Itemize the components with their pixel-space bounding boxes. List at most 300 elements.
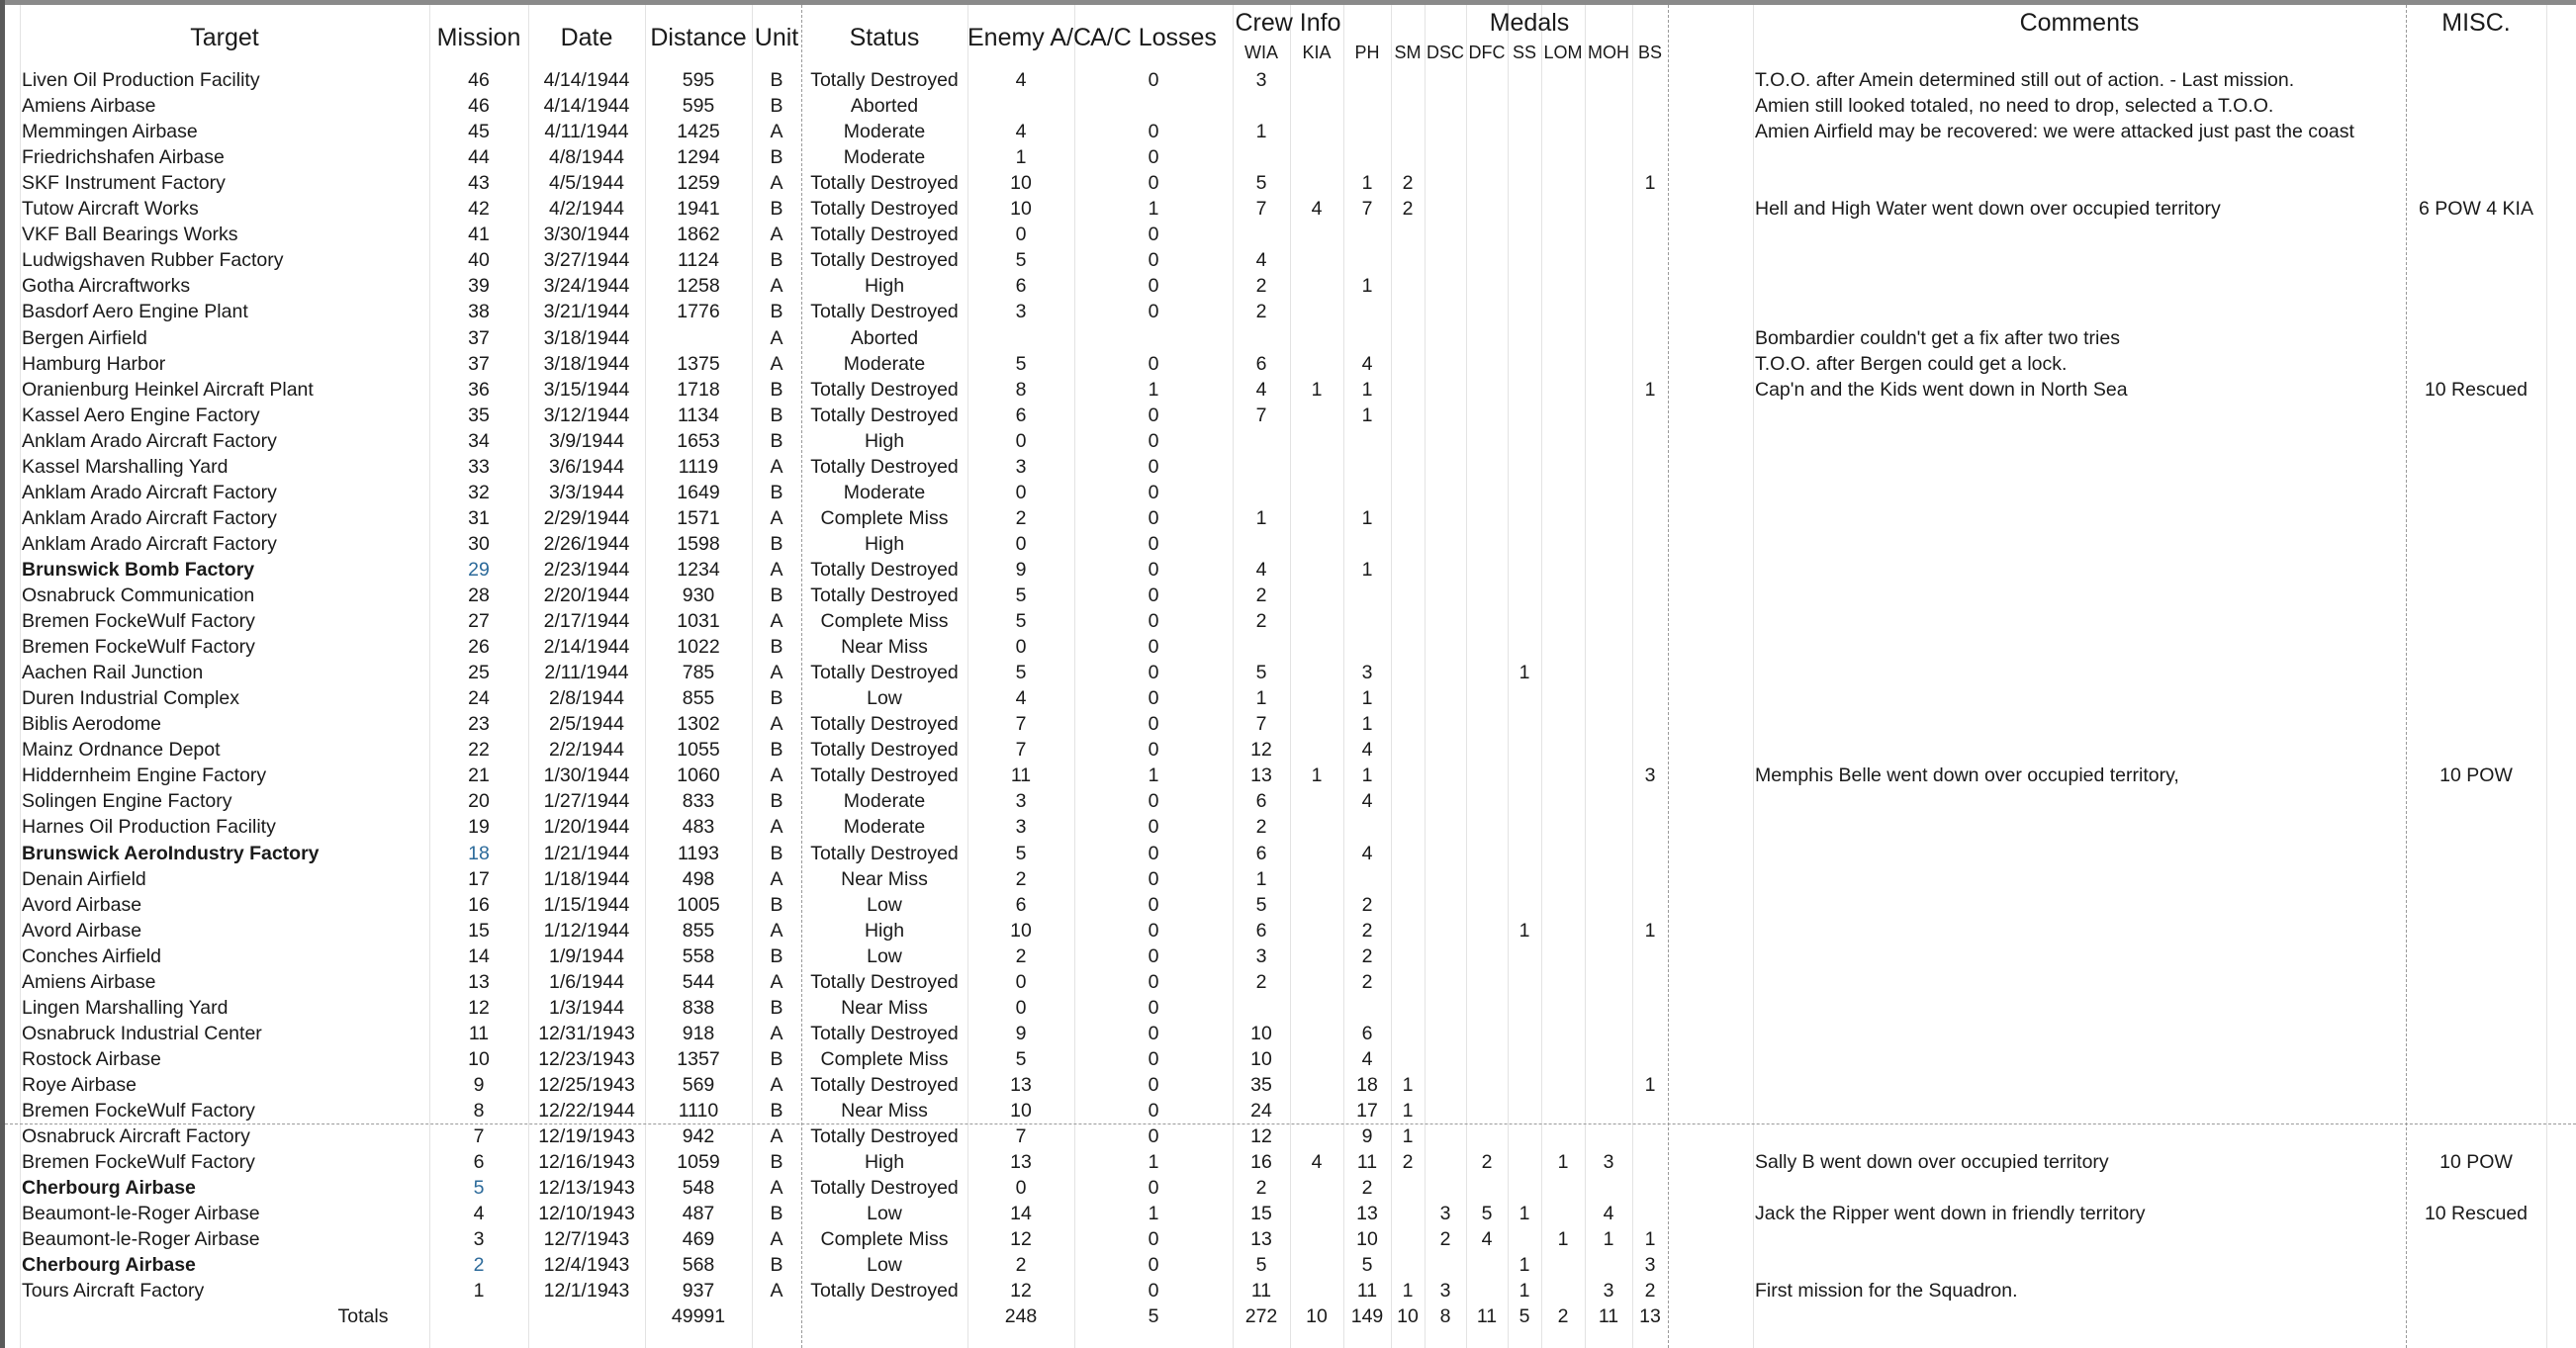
cell-enemy[interactable]: 0 (1015, 482, 1027, 503)
cell-target[interactable]: Conches Airfield (22, 945, 161, 967)
cell-lom[interactable] (1541, 660, 1585, 685)
cell-enemy[interactable]: 2 (1015, 1254, 1027, 1276)
cell-kia[interactable] (1290, 711, 1343, 737)
cell-ph[interactable]: 1 (1361, 275, 1373, 297)
cell-kia[interactable]: 4 (1311, 1151, 1323, 1173)
cell-sm[interactable] (1391, 1175, 1425, 1201)
cell-dsc[interactable]: 3 (1439, 1280, 1451, 1302)
cell-lom[interactable] (1541, 685, 1585, 711)
cell-misc[interactable] (2406, 144, 2546, 170)
cell-wia[interactable]: 4 (1255, 249, 1267, 271)
cell-misc[interactable] (2406, 814, 2546, 840)
cell-moh[interactable] (1585, 892, 1632, 918)
cell-enemy[interactable]: 10 (1010, 198, 1032, 220)
header-status[interactable]: Status (849, 24, 920, 51)
cell-target[interactable]: SKF Instrument Factory (22, 172, 226, 194)
cell-distance[interactable]: 1571 (677, 507, 720, 529)
cell-kia[interactable] (1290, 119, 1343, 144)
cell-date[interactable]: 12/19/1943 (538, 1125, 635, 1147)
cell-wia[interactable]: 4 (1255, 559, 1267, 581)
totals-kia[interactable]: 10 (1306, 1305, 1328, 1327)
cell-dsc[interactable] (1425, 454, 1466, 480)
cell-bs[interactable] (1632, 1021, 1668, 1046)
cell-misc[interactable]: 10 POW (2439, 1151, 2513, 1173)
cell-misc[interactable] (2406, 969, 2546, 995)
cell-status[interactable]: Aborted (850, 327, 919, 349)
cell-ph[interactable] (1343, 634, 1391, 660)
cell-comments[interactable]: Sally B went down over occupied territory (1755, 1151, 2109, 1173)
subheader-lom[interactable]: LOM (1543, 43, 1583, 62)
cell-dsc[interactable] (1425, 660, 1466, 685)
cell-mission[interactable]: 12 (468, 997, 490, 1019)
cell-bs[interactable]: 1 (1644, 379, 1656, 401)
cell-ph[interactable] (1343, 995, 1391, 1021)
cell-ph[interactable]: 1 (1361, 404, 1373, 426)
cell-losses[interactable]: 1 (1148, 1151, 1159, 1173)
cell-dfc[interactable] (1466, 480, 1508, 505)
cell-misc[interactable] (2406, 531, 2546, 557)
cell-date[interactable]: 4/14/1944 (543, 95, 630, 117)
cell-date[interactable]: 1/6/1944 (549, 971, 624, 993)
cell-dsc[interactable] (1425, 273, 1466, 299)
cell-losses[interactable]: 0 (1148, 1074, 1159, 1096)
cell-kia[interactable] (1290, 918, 1343, 944)
cell-status[interactable]: Low (867, 945, 902, 967)
cell-wia[interactable]: 1 (1255, 868, 1267, 890)
cell-distance[interactable]: 1059 (677, 1151, 720, 1173)
cell-status[interactable]: Totally Destroyed (810, 456, 959, 478)
cell-unit[interactable]: B (770, 1151, 783, 1173)
cell-ss[interactable] (1508, 608, 1541, 634)
cell-target[interactable]: Anklam Arado Aircraft Factory (22, 430, 277, 452)
cell-unit[interactable]: B (770, 790, 783, 812)
cell-comments[interactable] (1755, 737, 2402, 763)
cell-lom[interactable] (1541, 995, 1585, 1021)
cell-unit[interactable]: A (770, 920, 783, 942)
cell-date[interactable]: 1/15/1944 (543, 894, 630, 916)
cell-wia[interactable]: 7 (1255, 404, 1267, 426)
cell-wia[interactable]: 15 (1250, 1203, 1272, 1224)
cell-ph[interactable]: 2 (1361, 894, 1373, 916)
cell-losses[interactable]: 1 (1148, 379, 1159, 401)
cell-date[interactable]: 12/7/1943 (543, 1228, 630, 1250)
cell-kia[interactable] (1290, 144, 1343, 170)
cell-status[interactable]: Complete Miss (820, 1228, 949, 1250)
subheader-bs[interactable]: BS (1637, 43, 1662, 62)
totals-wia[interactable]: 272 (1244, 1305, 1278, 1327)
cell-ph[interactable]: 2 (1361, 971, 1373, 993)
cell-comments[interactable] (1755, 557, 2402, 583)
cell-target[interactable]: Bergen Airfield (22, 327, 147, 349)
cell-distance[interactable]: 569 (682, 1074, 715, 1096)
cell-sm[interactable]: 1 (1402, 1280, 1414, 1302)
cell-misc[interactable] (2406, 1278, 2546, 1303)
cell-unit[interactable]: A (770, 327, 783, 349)
cell-dsc[interactable] (1425, 1123, 1466, 1149)
cell-dsc[interactable] (1425, 557, 1466, 583)
cell-unit[interactable]: A (770, 662, 783, 683)
cell-moh[interactable] (1585, 711, 1632, 737)
cell-losses[interactable]: 0 (1148, 739, 1159, 761)
cell-dfc[interactable] (1466, 428, 1508, 454)
cell-ss[interactable]: 1 (1518, 1254, 1530, 1276)
cell-comments[interactable] (1755, 1175, 2402, 1201)
cell-enemy[interactable]: 13 (1010, 1151, 1032, 1173)
cell-comments[interactable]: First mission for the Squadron. (1755, 1280, 2018, 1302)
cell-mission[interactable]: 24 (468, 687, 490, 709)
cell-wia[interactable]: 2 (1255, 1177, 1267, 1199)
cell-ss[interactable] (1508, 1123, 1541, 1149)
cell-target[interactable]: Tours Aircraft Factory (22, 1280, 205, 1302)
cell-sm[interactable] (1391, 892, 1425, 918)
cell-dsc[interactable] (1425, 634, 1466, 660)
cell-misc[interactable] (2406, 428, 2546, 454)
cell-dfc[interactable] (1466, 944, 1508, 969)
cell-ss[interactable]: 1 (1518, 662, 1530, 683)
cell-bs[interactable] (1632, 299, 1668, 324)
cell-status[interactable]: Totally Destroyed (810, 172, 959, 194)
cell-bs[interactable] (1632, 454, 1668, 480)
cell-bs[interactable]: 1 (1644, 1074, 1656, 1096)
cell-enemy[interactable]: 2 (1015, 868, 1027, 890)
cell-enemy[interactable]: 9 (1015, 1023, 1027, 1044)
cell-date[interactable]: 1/12/1944 (543, 920, 630, 942)
cell-kia[interactable] (1290, 1278, 1343, 1303)
cell-mission[interactable]: 8 (473, 1100, 485, 1122)
cell-kia[interactable] (1290, 1123, 1343, 1149)
cell-mission[interactable]: 9 (473, 1074, 485, 1096)
cell-losses[interactable]: 0 (1148, 249, 1159, 271)
cell-mission[interactable]: 38 (468, 301, 490, 322)
cell-lom[interactable] (1541, 1072, 1585, 1098)
cell-comments[interactable] (1755, 170, 2402, 196)
cell-misc[interactable] (2406, 351, 2546, 377)
cell-bs[interactable]: 2 (1644, 1280, 1656, 1302)
cell-target[interactable]: Anklam Arado Aircraft Factory (22, 482, 277, 503)
subheader-moh[interactable]: MOH (1588, 43, 1629, 62)
cell-mission[interactable]: 46 (468, 95, 490, 117)
cell-lom[interactable] (1541, 351, 1585, 377)
cell-mission[interactable]: 42 (468, 198, 490, 220)
cell-dsc[interactable] (1425, 505, 1466, 531)
cell-sm[interactable] (1391, 1252, 1425, 1278)
cell-ph[interactable]: 1 (1361, 507, 1373, 529)
cell-kia[interactable] (1290, 505, 1343, 531)
cell-losses[interactable]: 0 (1148, 868, 1159, 890)
cell-wia[interactable]: 3 (1255, 945, 1267, 967)
cell-dsc[interactable] (1425, 711, 1466, 737)
cell-mission[interactable]: 43 (468, 172, 490, 194)
cell-mission[interactable]: 44 (468, 146, 490, 168)
cell-distance[interactable]: 595 (682, 95, 715, 117)
cell-moh[interactable] (1585, 1123, 1632, 1149)
cell-mission[interactable]: 26 (468, 636, 490, 658)
cell-distance[interactable]: 1425 (677, 121, 720, 142)
cell-wia[interactable] (1233, 480, 1290, 505)
cell-moh[interactable] (1585, 325, 1632, 351)
cell-moh[interactable] (1585, 995, 1632, 1021)
totals-ph[interactable]: 149 (1350, 1305, 1384, 1327)
cell-lom[interactable] (1541, 505, 1585, 531)
cell-date[interactable]: 2/11/1944 (544, 662, 629, 683)
cell-lom[interactable]: 1 (1557, 1151, 1569, 1173)
cell-dfc[interactable] (1466, 377, 1508, 403)
cell-moh[interactable] (1585, 531, 1632, 557)
cell-dfc[interactable]: 2 (1481, 1151, 1493, 1173)
cell-kia[interactable] (1290, 531, 1343, 557)
cell-lom[interactable] (1541, 866, 1585, 892)
cell-misc[interactable]: 6 POW 4 KIA (2419, 198, 2533, 220)
cell-target[interactable]: Bremen FockeWulf Factory (22, 1100, 255, 1122)
cell-sm[interactable] (1391, 763, 1425, 788)
cell-bs[interactable] (1632, 1098, 1668, 1123)
cell-moh[interactable] (1585, 608, 1632, 634)
cell-moh[interactable] (1585, 377, 1632, 403)
cell-status[interactable]: Moderate (843, 121, 926, 142)
cell-target[interactable]: Solingen Engine Factory (22, 790, 232, 812)
cell-distance[interactable]: 1598 (677, 533, 720, 555)
cell-kia[interactable] (1290, 247, 1343, 273)
cell-ss[interactable]: 1 (1518, 1280, 1530, 1302)
cell-distance[interactable]: 833 (682, 790, 715, 812)
cell-misc[interactable] (2406, 299, 2546, 324)
cell-moh[interactable] (1585, 685, 1632, 711)
cell-unit[interactable]: B (770, 584, 783, 606)
cell-bs[interactable] (1632, 1175, 1668, 1201)
cell-dfc[interactable] (1466, 1098, 1508, 1123)
cell-comments[interactable] (1755, 247, 2402, 273)
cell-kia[interactable] (1290, 1046, 1343, 1072)
cell-distance[interactable]: 1862 (677, 224, 720, 245)
cell-date[interactable]: 12/1/1943 (543, 1280, 630, 1302)
cell-dsc[interactable] (1425, 403, 1466, 428)
cell-losses[interactable]: 1 (1148, 198, 1159, 220)
cell-lom[interactable] (1541, 428, 1585, 454)
cell-mission[interactable]: 37 (468, 353, 490, 375)
cell-wia[interactable]: 13 (1250, 764, 1272, 786)
cell-misc[interactable]: 10 POW (2439, 764, 2513, 786)
cell-sm[interactable] (1391, 788, 1425, 814)
cell-lom[interactable] (1541, 1278, 1585, 1303)
cell-ph[interactable]: 9 (1361, 1125, 1373, 1147)
cell-misc[interactable] (2406, 1252, 2546, 1278)
cell-wia[interactable]: 5 (1255, 662, 1267, 683)
cell-kia[interactable] (1290, 788, 1343, 814)
cell-distance[interactable]: 1259 (677, 172, 720, 194)
cell-misc[interactable] (2406, 634, 2546, 660)
cell-date[interactable]: 3/30/1944 (543, 224, 630, 245)
cell-ph[interactable]: 1 (1361, 559, 1373, 581)
cell-date[interactable]: 3/15/1944 (543, 379, 630, 401)
cell-date[interactable]: 12/23/1943 (538, 1048, 635, 1070)
cell-losses[interactable]: 0 (1148, 456, 1159, 478)
cell-status[interactable]: Moderate (843, 816, 926, 838)
cell-comments[interactable] (1755, 995, 2402, 1021)
cell-distance[interactable]: 1718 (677, 379, 720, 401)
cell-sm[interactable] (1391, 1201, 1425, 1226)
cell-lom[interactable] (1541, 222, 1585, 247)
cell-status[interactable]: Moderate (843, 482, 926, 503)
cell-moh[interactable] (1585, 93, 1632, 119)
cell-ss[interactable] (1508, 1098, 1541, 1123)
cell-ss[interactable] (1508, 711, 1541, 737)
cell-dsc[interactable] (1425, 1252, 1466, 1278)
cell-ph[interactable]: 1 (1361, 713, 1373, 735)
cell-date[interactable]: 1/30/1944 (543, 764, 630, 786)
cell-bs[interactable] (1632, 685, 1668, 711)
cell-unit[interactable]: B (770, 146, 783, 168)
cell-ss[interactable] (1508, 247, 1541, 273)
totals-ss[interactable]: 5 (1518, 1305, 1530, 1327)
cell-mission[interactable]: 2 (473, 1254, 485, 1276)
cell-status[interactable]: Low (867, 687, 902, 709)
cell-losses[interactable]: 0 (1148, 971, 1159, 993)
cell-target[interactable]: Bremen FockeWulf Factory (22, 1151, 255, 1173)
cell-kia[interactable] (1290, 299, 1343, 324)
cell-date[interactable]: 12/25/1943 (538, 1074, 635, 1096)
cell-moh[interactable] (1585, 273, 1632, 299)
cell-dsc[interactable] (1425, 866, 1466, 892)
cell-distance[interactable]: 1357 (677, 1048, 720, 1070)
cell-dsc[interactable] (1425, 1021, 1466, 1046)
cell-date[interactable]: 3/9/1944 (549, 430, 624, 452)
cell-bs[interactable] (1632, 866, 1668, 892)
cell-sm[interactable] (1391, 351, 1425, 377)
cell-wia[interactable]: 1 (1255, 121, 1267, 142)
cell-moh[interactable] (1585, 583, 1632, 608)
cell-ph[interactable]: 4 (1361, 1048, 1373, 1070)
cell-lom[interactable] (1541, 531, 1585, 557)
cell-moh[interactable] (1585, 866, 1632, 892)
cell-target[interactable]: Cherbourg Airbase (22, 1177, 196, 1199)
cell-bs[interactable] (1632, 67, 1668, 93)
cell-comments[interactable] (1755, 1252, 2402, 1278)
cell-target[interactable]: Osnabruck Aircraft Factory (22, 1125, 250, 1147)
cell-unit[interactable]: B (770, 687, 783, 709)
cell-distance[interactable]: 548 (682, 1177, 715, 1199)
cell-comments[interactable] (1755, 144, 2402, 170)
cell-comments[interactable] (1755, 608, 2402, 634)
cell-unit[interactable]: A (770, 1074, 783, 1096)
cell-date[interactable]: 12/13/1943 (538, 1177, 635, 1199)
cell-lom[interactable] (1541, 144, 1585, 170)
cell-lom[interactable] (1541, 969, 1585, 995)
cell-lom[interactable] (1541, 67, 1585, 93)
cell-target[interactable]: Duren Industrial Complex (22, 687, 240, 709)
cell-comments[interactable] (1755, 918, 2402, 944)
cell-target[interactable]: Anklam Arado Aircraft Factory (22, 533, 277, 555)
cell-bs[interactable] (1632, 944, 1668, 969)
cell-moh[interactable]: 1 (1603, 1228, 1614, 1250)
cell-lom[interactable]: 1 (1557, 1228, 1569, 1250)
cell-mission[interactable]: 4 (473, 1203, 485, 1224)
cell-distance[interactable]: 930 (682, 584, 715, 606)
cell-comments[interactable] (1755, 1072, 2402, 1098)
cell-misc[interactable] (2406, 247, 2546, 273)
cell-sm[interactable] (1391, 377, 1425, 403)
cell-ph[interactable]: 5 (1361, 1254, 1373, 1276)
cell-wia[interactable]: 6 (1255, 843, 1267, 864)
cell-kia[interactable] (1290, 428, 1343, 454)
cell-comments[interactable] (1755, 480, 2402, 505)
cell-enemy[interactable]: 0 (1015, 636, 1027, 658)
cell-comments[interactable]: Jack the Ripper went down in friendly territory (1755, 1203, 2146, 1224)
cell-mission[interactable]: 20 (468, 790, 490, 812)
cell-kia[interactable] (1290, 480, 1343, 505)
cell-dsc[interactable] (1425, 1175, 1466, 1201)
cell-ss[interactable] (1508, 67, 1541, 93)
cell-mission[interactable]: 3 (473, 1228, 485, 1250)
cell-date[interactable]: 2/29/1944 (543, 507, 630, 529)
cell-misc[interactable] (2406, 685, 2546, 711)
cell-target[interactable]: Amiens Airbase (22, 971, 156, 993)
cell-wia[interactable] (1233, 531, 1290, 557)
cell-ss[interactable] (1508, 788, 1541, 814)
cell-distance[interactable]: 498 (682, 868, 715, 890)
cell-ph[interactable]: 11 (1356, 1151, 1378, 1173)
cell-comments[interactable] (1755, 505, 2402, 531)
cell-enemy[interactable]: 0 (1015, 224, 1027, 245)
cell-mission[interactable]: 46 (468, 69, 490, 91)
cell-moh[interactable] (1585, 841, 1632, 866)
cell-target[interactable]: Hamburg Harbor (22, 353, 166, 375)
cell-moh[interactable] (1585, 480, 1632, 505)
cell-comments[interactable] (1755, 1123, 2402, 1149)
header-misc[interactable]: MISC. (2441, 9, 2511, 37)
cell-sm[interactable] (1391, 841, 1425, 866)
cell-comments[interactable] (1755, 454, 2402, 480)
cell-bs[interactable] (1632, 995, 1668, 1021)
cell-misc[interactable] (2406, 660, 2546, 685)
cell-misc[interactable] (2406, 273, 2546, 299)
cell-losses[interactable]: 0 (1148, 1023, 1159, 1044)
cell-enemy[interactable]: 0 (1015, 997, 1027, 1019)
cell-distance[interactable]: 838 (682, 997, 715, 1019)
cell-target[interactable]: Bremen FockeWulf Factory (22, 610, 255, 632)
cell-enemy[interactable]: 0 (1015, 971, 1027, 993)
cell-status[interactable]: High (864, 430, 905, 452)
cell-mission[interactable]: 22 (468, 739, 490, 761)
cell-kia[interactable] (1290, 969, 1343, 995)
cell-ph[interactable]: 2 (1361, 1177, 1373, 1199)
cell-ss[interactable] (1508, 995, 1541, 1021)
cell-kia[interactable] (1290, 866, 1343, 892)
cell-unit[interactable]: A (770, 1177, 783, 1199)
cell-misc[interactable] (2406, 557, 2546, 583)
cell-losses[interactable]: 0 (1148, 843, 1159, 864)
cell-mission[interactable]: 15 (468, 920, 490, 942)
cell-losses[interactable]: 0 (1148, 1125, 1159, 1147)
cell-unit[interactable]: B (770, 379, 783, 401)
cell-wia[interactable] (1233, 995, 1290, 1021)
cell-target[interactable]: Aachen Rail Junction (22, 662, 204, 683)
cell-ph[interactable]: 4 (1361, 843, 1373, 864)
cell-target[interactable]: Denain Airfield (22, 868, 146, 890)
cell-enemy[interactable]: 2 (1015, 507, 1027, 529)
cell-misc[interactable]: 10 Rescued (2424, 1203, 2529, 1224)
cell-dfc[interactable] (1466, 196, 1508, 222)
cell-comments[interactable] (1755, 531, 2402, 557)
cell-mission[interactable]: 16 (468, 894, 490, 916)
cell-target[interactable]: Anklam Arado Aircraft Factory (22, 507, 277, 529)
cell-date[interactable]: 2/26/1944 (543, 533, 630, 555)
cell-ss[interactable] (1508, 814, 1541, 840)
cell-enemy[interactable]: 12 (1010, 1280, 1032, 1302)
cell-bs[interactable] (1632, 737, 1668, 763)
cell-moh[interactable] (1585, 454, 1632, 480)
cell-sm[interactable] (1391, 1021, 1425, 1046)
cell-dsc[interactable] (1425, 480, 1466, 505)
